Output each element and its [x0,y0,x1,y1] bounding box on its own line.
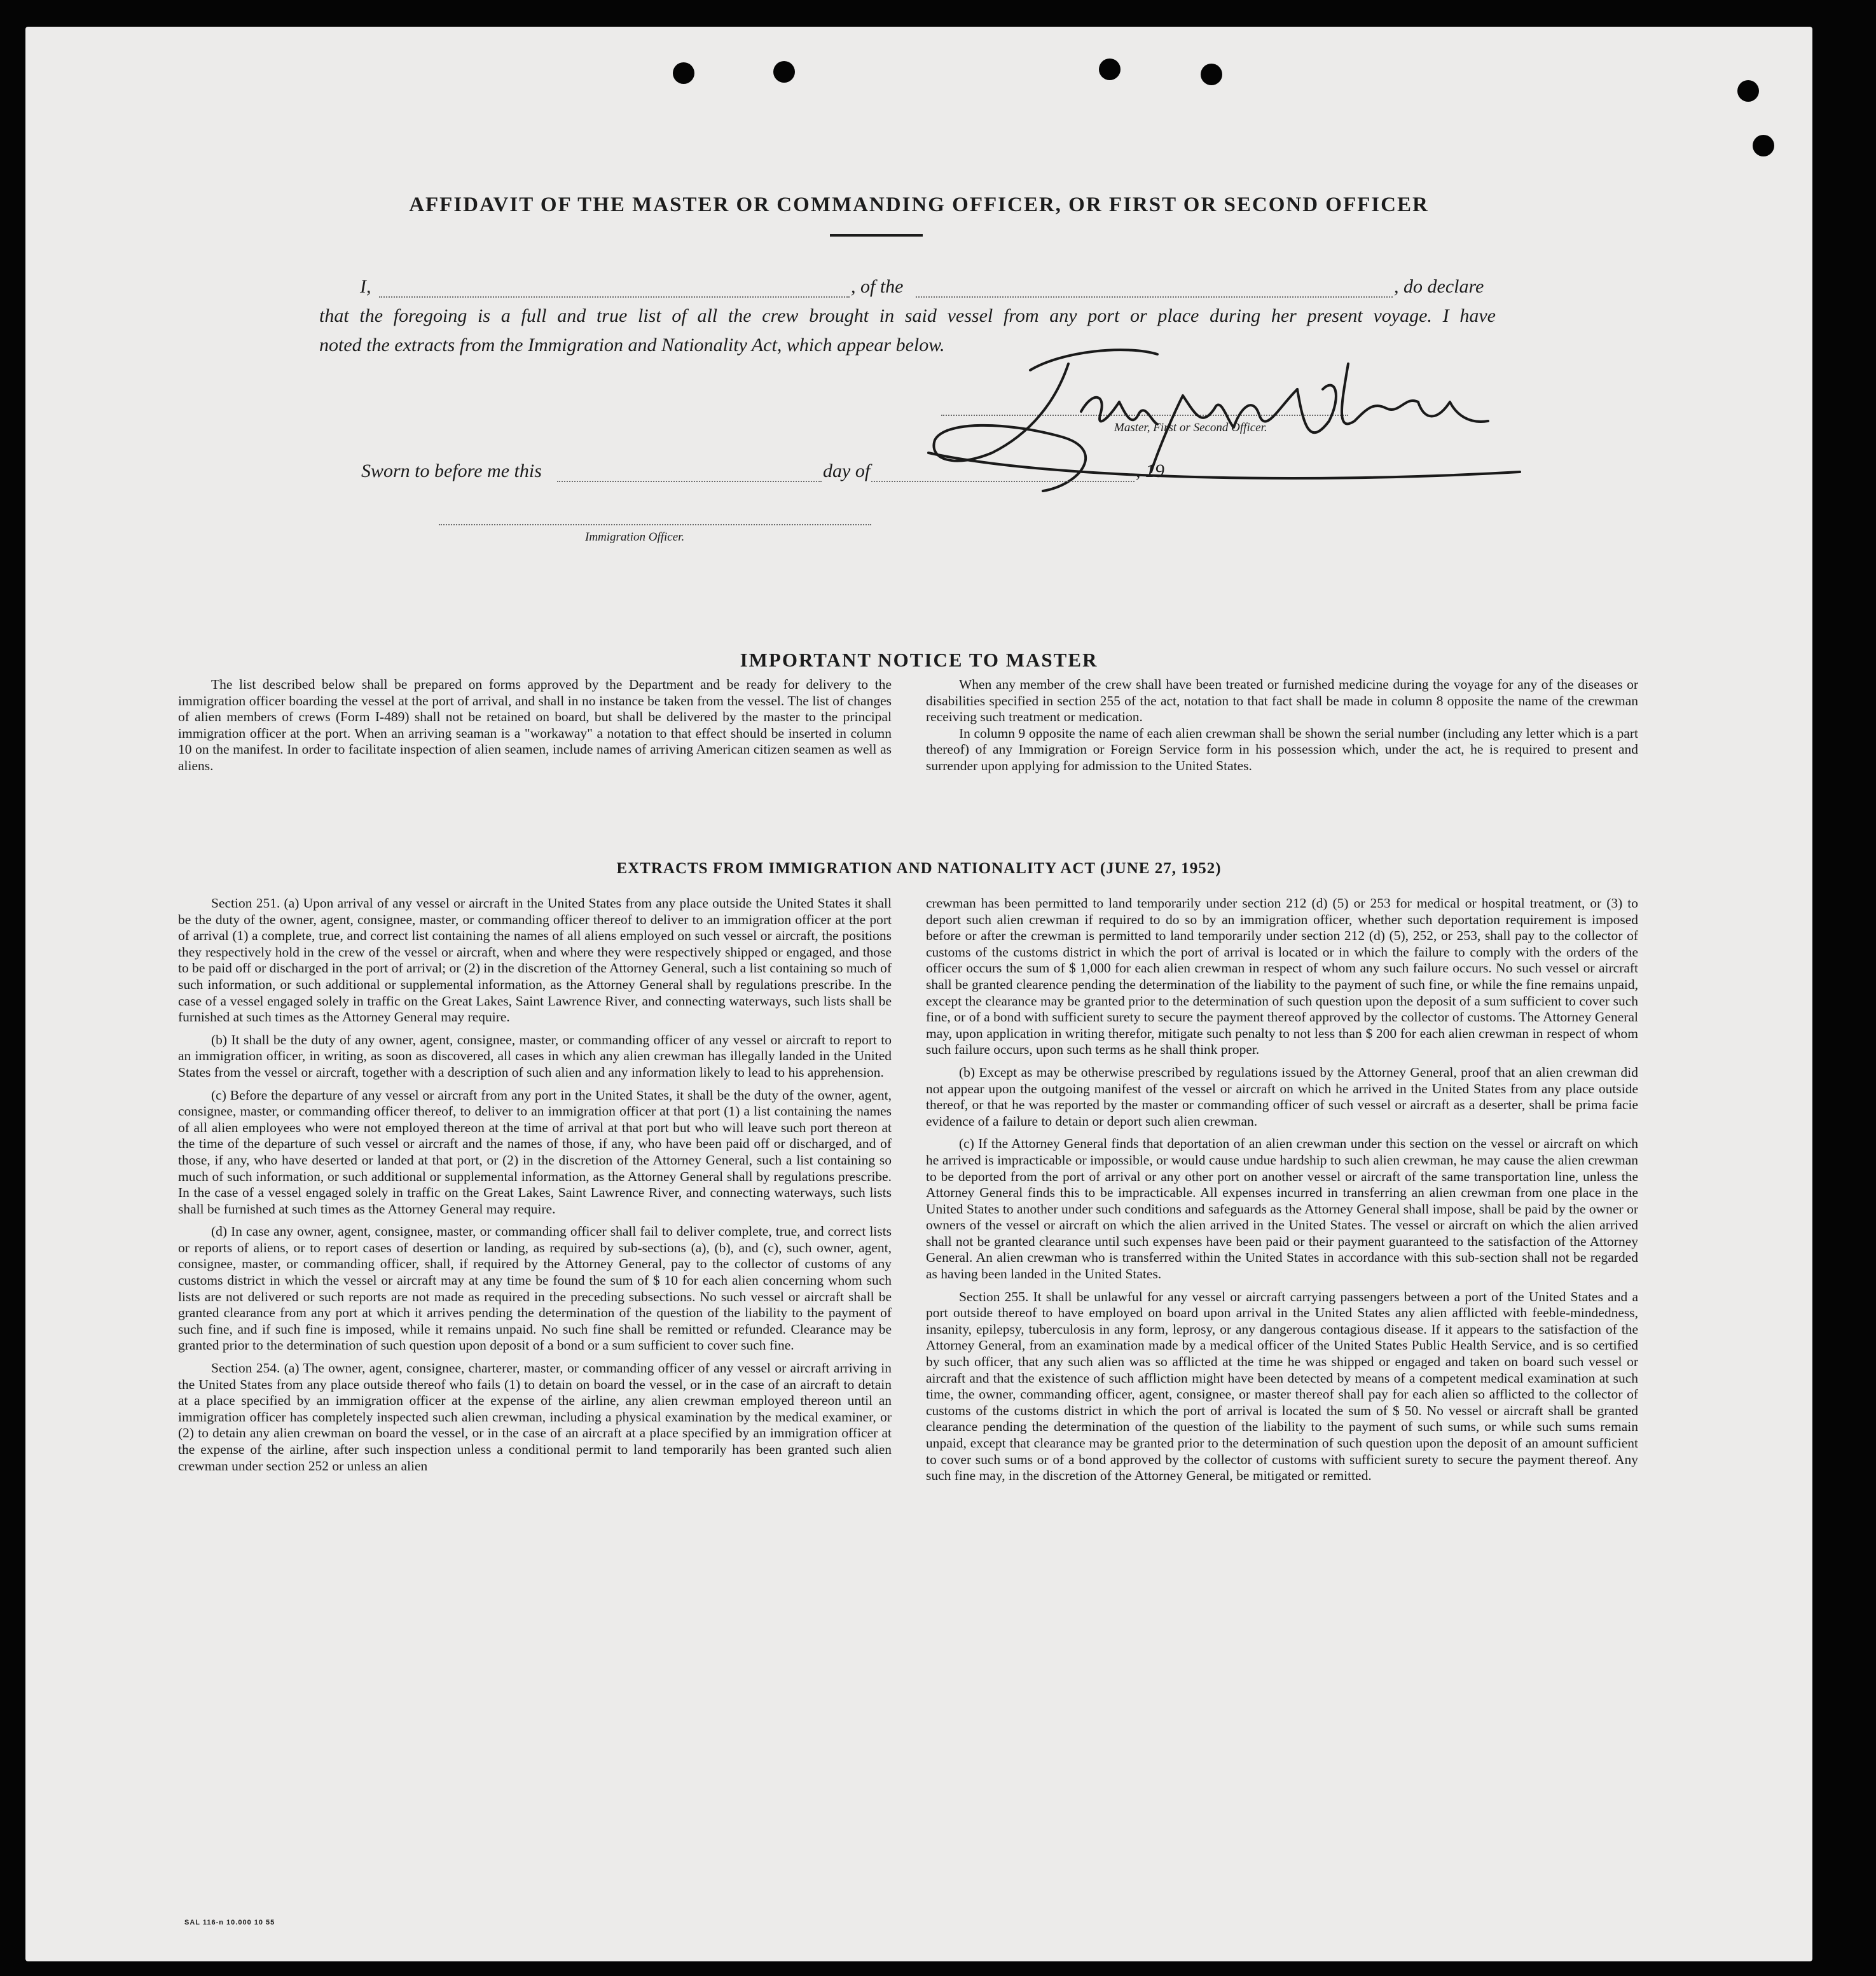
year-label: , 19 [1136,460,1164,481]
punch-hole [1737,80,1759,102]
day-of-label: day of [823,460,871,481]
extract-paragraph: Section 254. (a) The owner, agent, consignee, charterer, master, or commanding officer of any vessel or aircraft arriving in the United States from any place outside thereof who fails (1) to detain on board the vessel, or in the case of an aircraft to detain at a place specified by an immigration officer at the expense of the airline, any alien crewman employed thereon until an immigration officer has completely inspected such alien crewman, including a physical examination by the medical examiner, or (2) to detain any alien crewman on board the vessel, or in the case of an aircraft at a place specified by an immigration officer at the expense of the airline, after such inspection unless a conditional permit to land temporarily has been granted such alien crewman under section 252 or unless an alien [178,1360,892,1474]
notice-left-column [178,677,892,781]
of-the-label: , of the [851,276,904,297]
extract-paragraph: (b) Except as may be otherwise prescribed by regulations issued by the Attorney General, proof that an alien crewman did not appear upon the outgoing manifest of the vessel or aircraft on which he arrived in the United States from any place outside thereof, or that he was reported by the master or commanding officer of such vessel or aircraft as a deserter, shall be prima facie evidence of a failure to detain or deport such alien crewman. [926,1064,1638,1129]
extract-paragraph: (c) Before the departure of any vessel or aircraft from any port in the United States, it shall be the duty of the owner, agent, consignee, master, or commanding officer thereof, to deliver to an immigration officer at that port (1) a list containing the names of all alien employees who were not employed thereon at the time of arrival at that port but who will leave such port thereon at the time of the departure of such vessel or aircraft and the names of those, if any, who have been paid off or discharged, and of those, if any, who have deserted or landed at that port, or (2) in the discretion of the Attorney General, such a list containing so much of such information, or such additional or supplemental information, as the Attorney General shall by regulations prescribe. In the case of a vessel engaged solely in traffic on the Great Lakes, Saint Lawrence River, and connecting waterways, such lists shall be furnished at such times as the Attorney General may require. [178,1087,892,1217]
affidavit-title: AFFIDAVIT OF THE MASTER OR COMMANDING OFFICER, OR FIRST OR SECOND OFFICER [409,193,1429,216]
extract-paragraph: Section 255. It shall be unlawful for any vessel or aircraft carrying passengers between a port of the United States and a port outside thereof to have employed on board upon arrival in the United States any alien afflicted with feeble-mindedness, insanity, epilepsy, tuberculosis in any form, leprosy, or any dangerous contagious disease. If it appears to the satisfaction of the Attorney General, from an examination made by a medical officer of the United States Public Health Service, and is so certified by such officer, that any such alien was so afflicted at the time he was shipped or engaged and taken on board such vessel or aircraft and that the existence of such affliction might have been detected by means of a competent medical examination at such time, the owner, commanding officer, agent, consignee, or master thereof shall pay for each alien so afflicted to the collector of customs of the customs district in which the port of arrival is located the sum of $ 50. No vessel or aircraft shall be granted clearance pending the determination of the question of the liability to the payment of such sums, or while such sums remain unpaid, except that clearance may be granted prior to the determination of such question upon the deposit of an amount sufficient to cover such sums or of a bond approved by the collector of customs with sufficient surety to secure the payment thereof. Any such fine may, in the discretion of the Attorney General, be mitigated or remitted. [926,1289,1638,1484]
handwritten-signature [916,326,1526,516]
title-rule [830,234,923,237]
extracts-left-column [178,895,892,1481]
sworn-label: Sworn to before me this [361,460,542,481]
extract-paragraph: (c) If the Attorney General finds that deportation of an alien crewman under this section on the vessel or aircraft on which he arrived is impracticable or impossible, or would cause undue hardship to such alien crewman, he may cause the alien crewman to be deported from the port of arrival or any other port on another vessel or aircraft of the same transportation line, unless the Attorney General finds this to be impracticable. All expenses incurred in transferring an alien crewman from one place in the United States to another under such conditions and safeguards as the Attorney General shall impose, shall be paid by the owner or owners of the vessel or aircraft on which the alien arrived in the United States. The vessel or aircraft on which the alien arrived shall not be granted clearance until such expenses have been paid or their payment guaranteed to the satisfaction of the Attorney General. An alien crewman who is transferred within the United States in accordance with this sub-section shall not be regarded as having been landed in the United States. [926,1136,1638,1282]
officer-caption: Immigration Officer. [585,530,685,544]
do-declare-label: , do declare [1394,276,1484,297]
punch-hole [773,61,795,83]
punch-hole [1099,59,1121,80]
extract-paragraph: (b) It shall be the duty of any owner, agent, consignee, master, or commanding officer of any vessel or aircraft to report to an immigration officer, in writing, as soon as discovered, all cases in which any alien crewman has illegally landed in the United States from the vessel or aircraft, together with a description of such alien and any information likely to lead to his apprehension. [178,1032,892,1080]
form-code: SAL 116-n 10.000 10 55 [184,1919,275,1926]
name-blank [379,296,850,298]
extracts-right-column [926,895,1638,1491]
declaration-line-2: that the foregoing is a full and true list of all the crew brought in said vessel from any port or place during her present voyage. I have [319,305,1496,326]
declaration-line-3: noted the extracts from the Immigration and Nationality Act, which appear below. [319,335,945,356]
notice-paragraph: In column 9 opposite the name of each alien crewman shall be shown the serial number (including any letter which is a part thereof) of any Immigration or Foreign Service form in his possession which, under the act, he is required to present and surrender upon applying for admission to the United States. [926,725,1638,773]
signature-caption: Master, First or Second Officer. [1114,421,1267,434]
vessel-blank [916,296,1393,298]
extract-paragraph: crewman has been permitted to land temporarily under section 212 (d) (5) or 253 for medical or hospital treatment, or (3) to deport such alien crewman if required to do so by an immigration officer, whether such deportation requirement is imposed before or after the crewman is permitted to land temporarily under section 212 (d) (5), 252, or 253, shall pay to the collector of customs of the customs district in which the port of arrival is located or in which the failure to comply with the orders of the officer occurs the sum of $ 1,000 for each alien crewman in respect of whom any such failure occurs. No such vessel or aircraft shall be granted clearence pending the determination of the liability to the payment of such fine, or while the fine remains unpaid, except the clearance may be granted prior to the determination of such question upon the deposit of a sum sufficient to cover such fine, or of a bond with sufficient surety to secure the payment thereof approved by the collector of customs. The Attorney General may, upon application in writing therefor, mitigate such penalty to not less than $ 200 for each alien crewman in respect of whom such failure occurs, upon such terms as he shall think proper. [926,895,1638,1058]
extract-paragraph: Section 251. (a) Upon arrival of any vessel or aircraft in the United States from any place outside the United States it shall be the duty of the owner, agent, consignee, master, or commanding officer thereof to deliver to an immigration officer at the port of arrival (1) a complete, true, and correct list containing the names of all aliens employed on such vessel or aircraft, the positions they respectively hold in the crew of the vessel or aircraft, when and where they were respectively shipped or engaged, and those to be paid off or discharged in the port of arrival; or (2) in the discretion of the Attorney General, such a list containing so much of such information, or such additional or supplemental information, as the Attorney General shall by regulations prescribe. In the case of a vessel engaged solely in traffic on the Great Lakes, Saint Lawrence River, and connecting waterways, such lists shall be furnished at such times as the Attorney General may require. [178,895,892,1025]
notice-right-column [926,677,1638,781]
punch-hole [673,62,694,84]
sworn-day-blank [557,481,822,482]
extract-paragraph: (d) In case any owner, agent, consignee, master, or commanding officer shall fail to deliver complete, true, and correct lists or reports of aliens, or to report cases of desertion or landing, as required by sub-sections (a), (b), and (c), such owner, agent, consignee, master, or commanding officer, shall, if required by the Attorney General, pay to the collector of customs of any customs district in which the vessel or aircraft may at any time be found the sum of $ 10 for each alien concerning whom such lists are not delivered or such reports are not made as required in the preceding subsections. No such vessel or aircraft shall be granted clearance from any port at which it arrives pending the determination of the question of the liability to the payment of such fine, and if such fine is imposed, while it remains unpaid. No such fine shall be remitted or refunded. Clearance may be granted prior to the determination of such question upon deposit of a bond or a sum sufficient to cover such fine. [178,1224,892,1353]
notice-paragraph: The list described below shall be prepared on forms approved by the Department and be ready for delivery to the immigration officer boarding the vessel at the port of arrival, and shall in no instance be taken from the vessel. The list of changes of alien members of crews (Form I-489) shall not be retained on board, but shall be delivered by the master to the principal immigration officer at the port. When an arriving seaman is a "workaway" a notation to that effect should be inserted in column 10 on the manifest. In order to facilitate inspection of alien seamen, include names of arriving American citizen seamen as well as aliens. [178,677,892,773]
extracts-title: EXTRACTS FROM IMMIGRATION AND NATIONALITY ACT (JUNE 27, 1952) [616,860,1222,877]
officer-signature-blank [439,524,871,525]
punch-hole [1201,64,1222,85]
notice-title: IMPORTANT NOTICE TO MASTER [740,649,1098,671]
document-sheet [25,27,1812,1961]
sworn-month-blank [871,481,1135,482]
i-label: I, [360,276,371,297]
notice-paragraph: When any member of the crew shall have been treated or furnished medicine during the voyage for any of the diseases or disabilities specified in section 255 of the act, notation to that fact shall be made in column 8 opposite the name of the crewman receiving such treatment or medication. [926,677,1638,725]
punch-hole [1753,135,1774,156]
